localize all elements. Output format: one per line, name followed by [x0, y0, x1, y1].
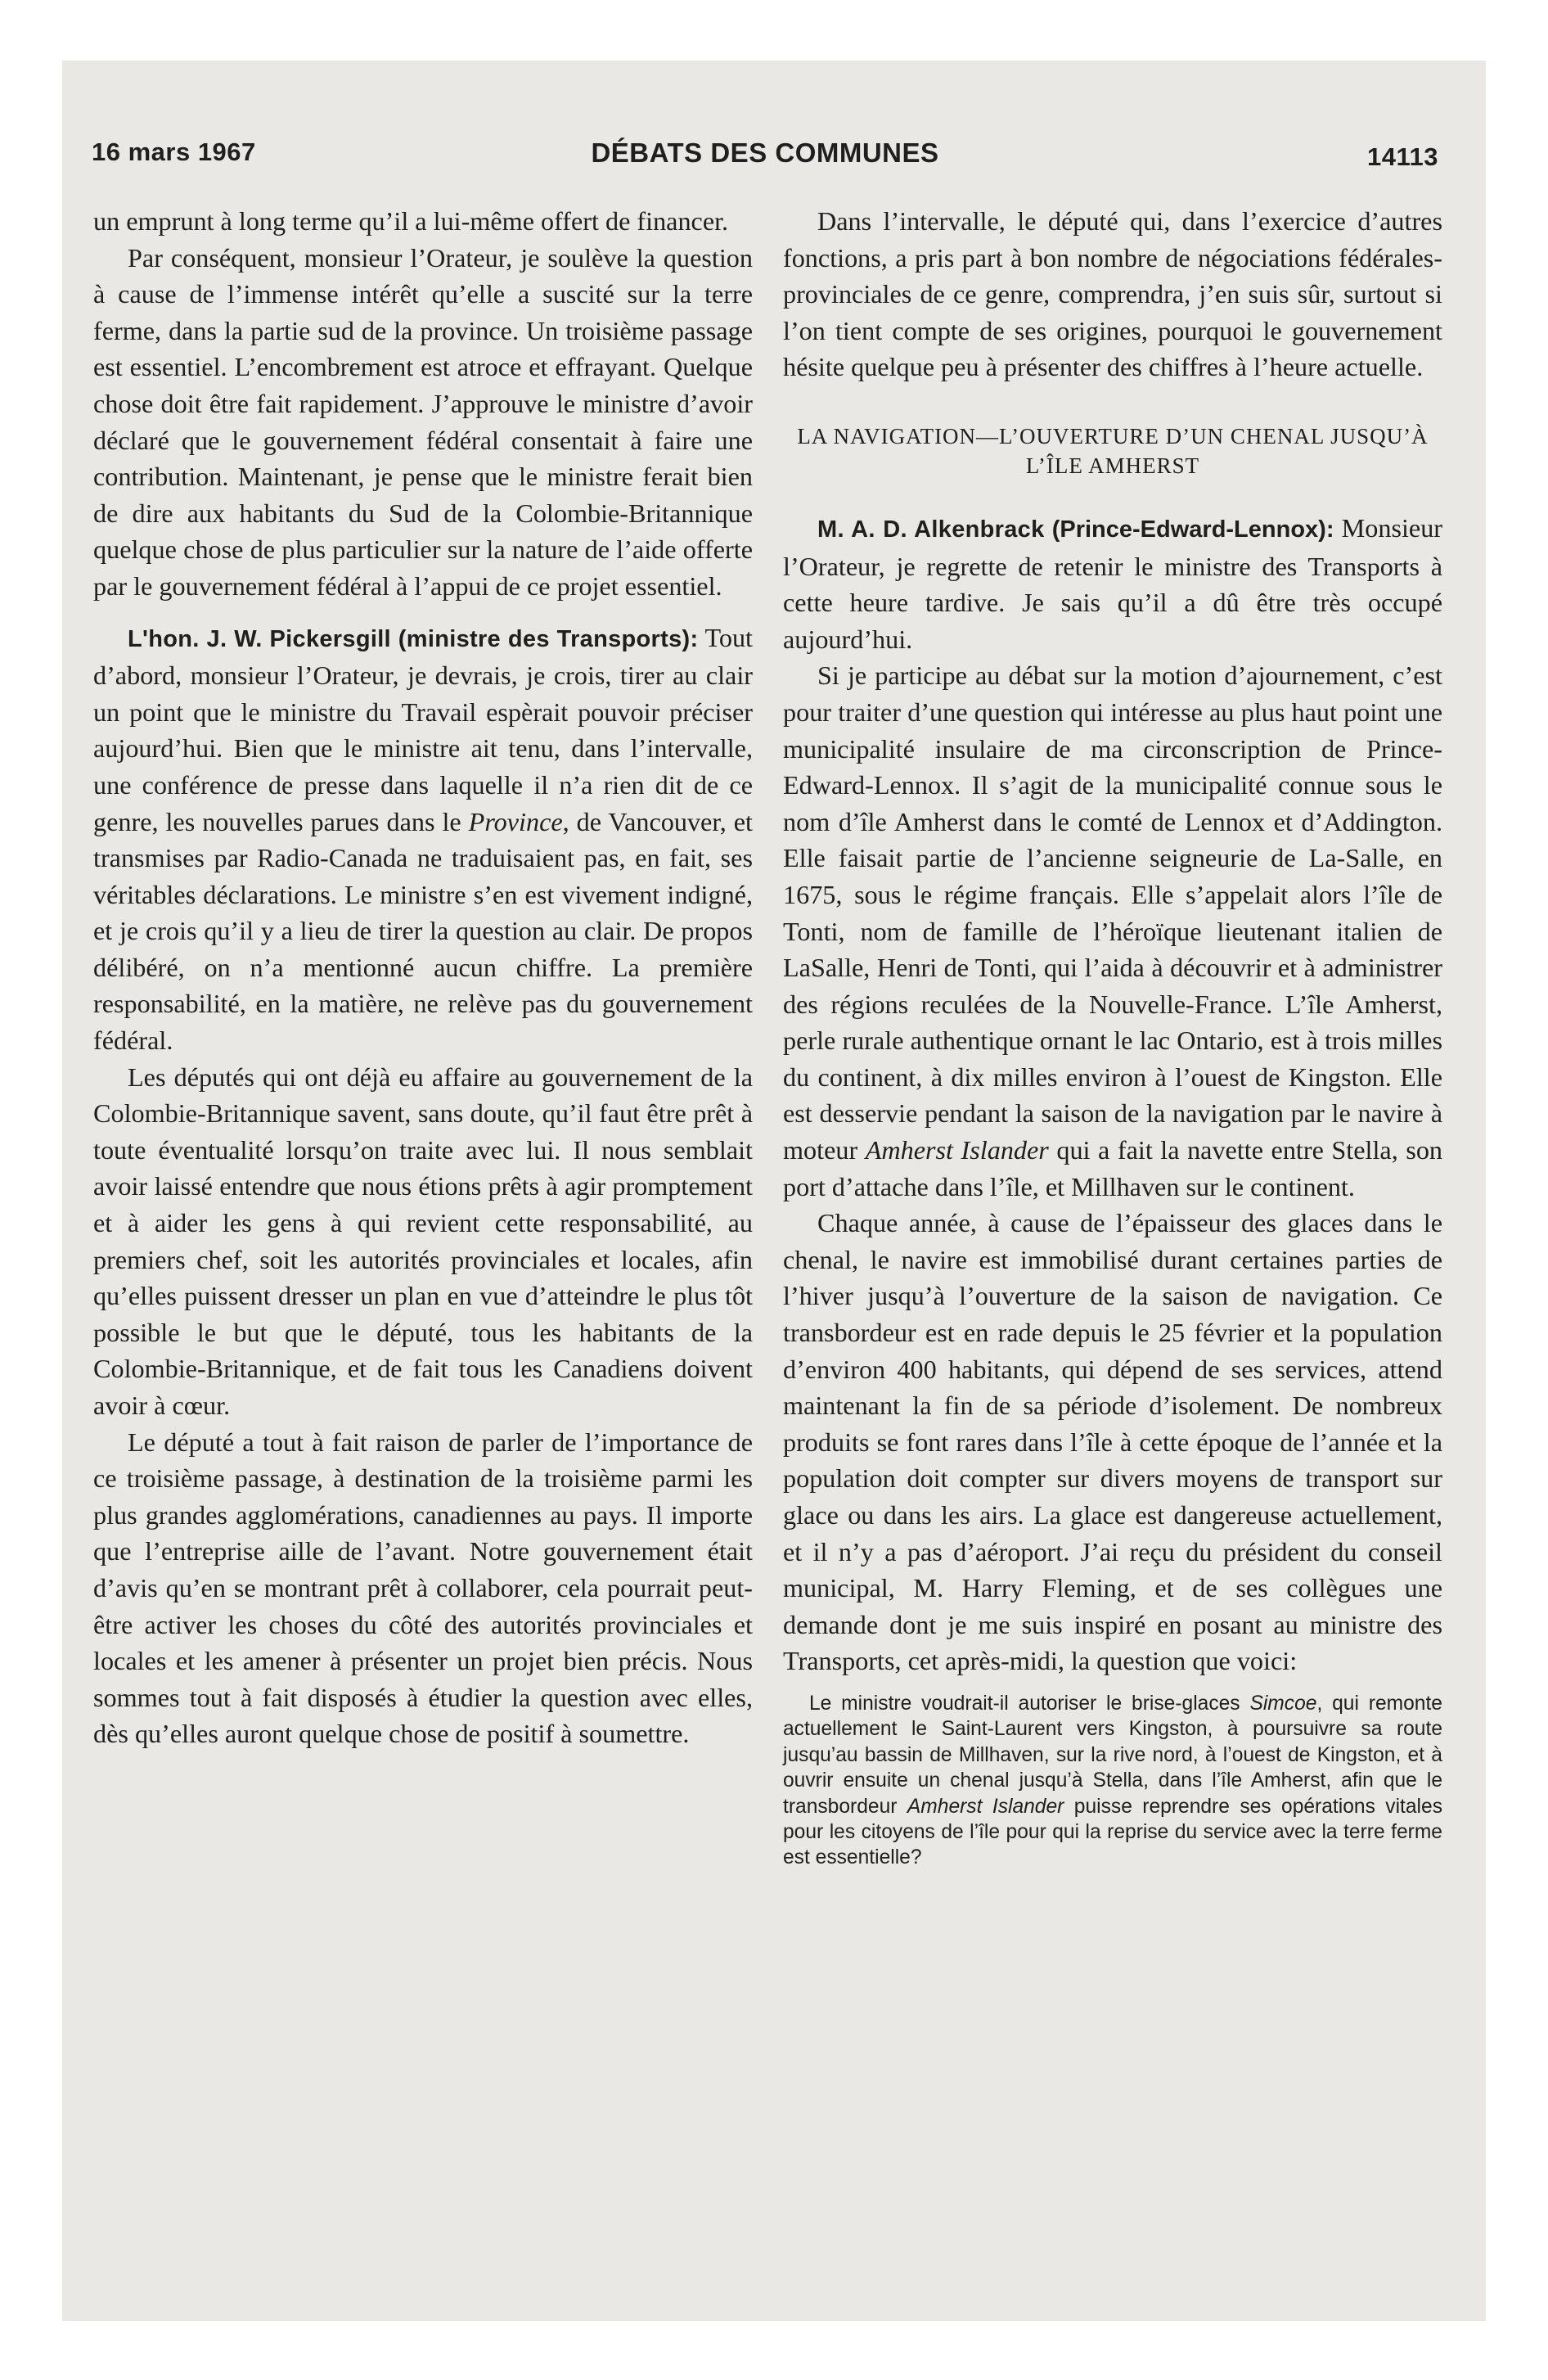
header-page-number: 14113 [1367, 142, 1438, 171]
quote-paragraph [783, 1691, 1442, 1871]
speaker-name: M. A. D. Alkenbrack [817, 516, 1045, 543]
right-column [783, 203, 1442, 1871]
paragraph [783, 657, 1442, 1205]
speech-paragraph [783, 510, 1442, 657]
running-header [92, 137, 1438, 180]
paragraph: Les députés qui ont déjà eu affaire au gouvernement de la Colombie-Britannique savent, sans doute, qu’il faut être prêt à toute éventualité lorsqu’on traite avec lui. Il nous semblait avoir laissé entendre que nous étions prêts à agir promptement et à aider les gens à qui revient cette responsabilité, au premiers chef, soit les autorités provinciales et locales, afin qu’elles puissent dresser un plan en vue d’atteindre le plus tôt possible le but que le député, tous les habitants de la Colombie-Britannique, et de fait tous les Canadiens doivent avoir à cœur. [93, 1062, 753, 1420]
paragraph-text: qui a fait la navette entre Stella, son port d’attache dans l’île, et Millhaven sur le continent. [783, 1135, 1443, 1201]
left-column [93, 203, 753, 1752]
quote-text: puisse reprendre ses opérations vitales pour les citoyens de l’île pour qui la reprise du service avec la terre ferme est essentielle? [783, 1795, 1442, 1869]
quote-text: , qui remonte actuellement le Saint-Laurent vers Kingston, à poursuivre sa route jusqu’au bassin de Millhaven, sur la rive nord, à l’ouest de Kingston, et à ouvrir ensuite un chenal jusqu’à Stella, dans l’île Amherst, afin que le transbordeur [783, 1692, 1442, 1818]
header-title: DÉBATS DES COMMUNES [591, 137, 939, 168]
italic-text: Amherst Islander [907, 1795, 1064, 1818]
italic-text: Simcoe [1249, 1692, 1317, 1715]
speech-text: Monsieur l’Orateur, je regrette de retenir le ministre des Transports à cette heure tardive. Je sais qu’il a dû être très occupé aujourd’hui. [783, 512, 1443, 654]
speaker-name: L'hon. J. W. Pickersgill (ministre des Transports): [128, 625, 699, 652]
paragraph: Par conséquent, monsieur l’Orateur, je soulève la question à cause de l’immense intérêt qu’elle a suscité sur la terre ferme, dans la partie sud de la province. Un troisième passage est essentiel. L’encombrement est atroce et effrayant. Quelque chose doit être fait rapidement. J’approuve le ministre d’avoir déclaré que le gouvernement fédéral consentait à faire une contribution. Maintenant, je pense que le ministre ferait bien de dire aux habitants du Sud de la Colombie-Britannique quelque chose de plus particulier sur la nature de l’aide offerte par le gouvernement fédéral à l’appui de ce projet essentiel. [93, 242, 753, 601]
italic-text: Amherst Islander [865, 1135, 1049, 1165]
quote-text: Le ministre voudrait-il autoriser le brise-glaces [809, 1692, 1250, 1715]
speaker-affiliation: (Prince-Edward-Lennox): [1044, 516, 1334, 543]
paragraph: un emprunt à long terme qu’il a lui-même offert de financer. [93, 206, 729, 236]
speech-text: Tout d’abord, monsieur l’Orateur, je devrais, je crois, tirer au clair un point que le ministre du Travail espèrait pouvoir préciser aujourd’hui. Bien que le ministre ait tenu, dans l’intervalle, une conférence de presse dans laquelle il n’a rien dit de ce genre, les nouvelles parues dans le [93, 622, 753, 836]
quoted-question [783, 1691, 1442, 1871]
section-heading: LA NAVIGATION—L’OUVERTURE D’UN CHENAL JUSQU’À L’ÎLE AMHERST [797, 423, 1429, 478]
italic-text: Province [468, 806, 563, 836]
paragraph: Chaque année, à cause de l’épaisseur des glaces dans le chenal, le navire est immobilisé durant certaines parties de l’hiver jusqu’à l’ouverture de la saison de navigation. Ce transbordeur est en rade depuis le 25 février et la population d’environ 400 habitants, qui dépend de ses services, attend maintenant la fin de sa période d’isolement. De nombreux produits se font rares dans l’île à cette époque de l’année et la population doit compter sur divers moyens de transport sur glace ou dans les airs. La glace est dangereuse actuellement, et il n’y a pas d’aéroport. J’ai reçu du président du conseil municipal, M. Harry Fleming, et de ses collègues une demande dont je me suis inspiré en posant au ministre des Transports, cet après-midi, la question que voici: [783, 1208, 1442, 1676]
speech-paragraph [93, 620, 753, 1059]
paragraph: Le député a tout à fait raison de parler de l’importance de ce troisième passage, à destination de la troisième parmi les plus grandes agglomérations, canadiennes au pays. Il importe que l’entreprise aille de l’avant. Notre gouvernement était d’avis qu’en se montrant prêt à collaborer, cela pourrait peut-être activer les choses du côté des autorités provinciales et locales et les amener à présenter un projet bien précis. Nous sommes tout à fait disposés à étudier la question avec elles, dès qu’elles auront quelque chose de positif à soumettre. [93, 1427, 753, 1749]
paragraph: Dans l’intervalle, le député qui, dans l’exercice d’autres fonctions, a pris part à bon nombre de négociations fédérales-provinciales de ce genre, comprendra, j’en suis sûr, surtout si l’on tient compte de ses origines, pourquoi le gouvernement hésite quelque peu à présenter des chiffres à l’heure actuelle. [783, 206, 1442, 382]
speech-text: , de Vancouver, et transmises par Radio-Canada ne traduisaient pas, en fait, ses véritables déclarations. Le ministre s’en est vivement indigné, et je crois qu’il y a lieu de tirer la question au clair. De propos délibéré, on n’a mentionné aucun chiffre. La première responsabilité, en la matière, ne relève pas du gouvernement fédéral. [93, 806, 753, 1056]
header-date: 16 mars 1967 [92, 137, 256, 166]
paragraph-text: Si je participe au débat sur la motion d’ajournement, c’est pour traiter d’une question qui intéresse au plus haut point une municipalité insulaire de ma circonscription de Prince-Edward-Lennox. Il s’agit de la municipalité connue sous le nom d’île Amherst dans le comté de Lennox et d’Addington. Elle faisait partie de l’ancienne seigneurie de La-Salle, en 1675, sous le régime français. Elle s’appelait alors l’île de Tonti, nom de famille de l’héroïque lieutenant italien de LaSalle, Henri de Tonti, qui l’aida à découvrir et à administrer des régions reculées de la Nouvelle-France. L’île Amherst, perle rurale authentique ornant le lac Ontario, est à trois milles du continent, à dix milles environ à l’ouest de Kingston. Elle est desservie pendant la saison de la navigation par le navire à moteur [783, 660, 1442, 1165]
